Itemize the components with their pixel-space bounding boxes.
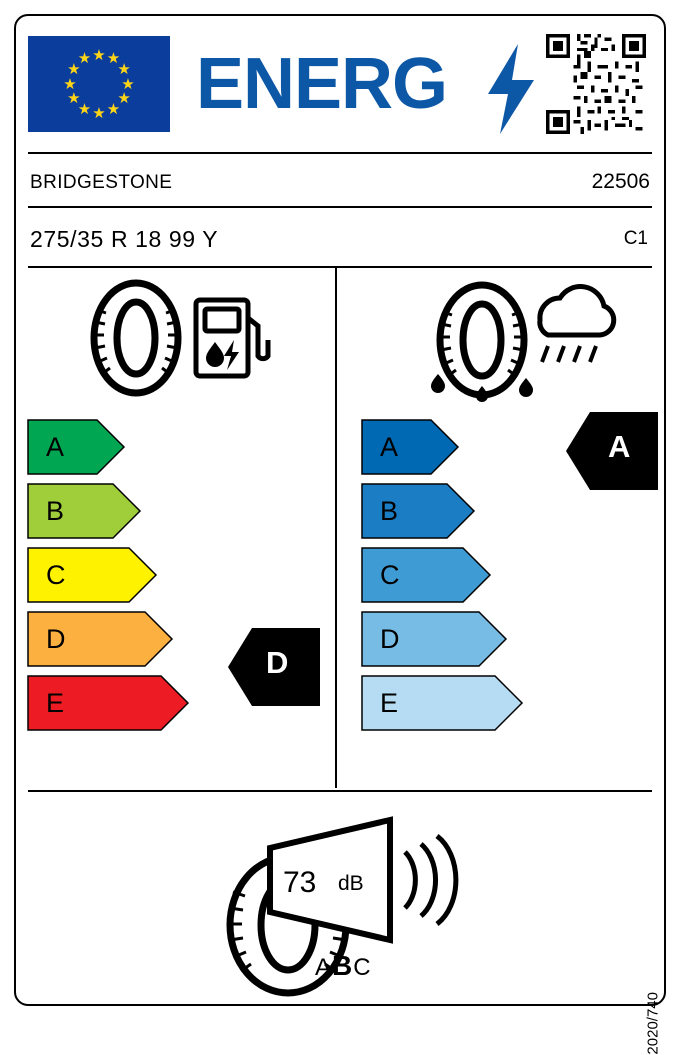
- fuel-grade-letter: C: [46, 560, 66, 590]
- eu-star: ★: [63, 75, 77, 93]
- divider-below-size: [28, 266, 652, 268]
- divider-above-noise: [28, 790, 652, 792]
- eu-star: ★: [121, 75, 135, 93]
- tyre-fuel-pump-icon: [88, 280, 268, 400]
- eu-star: ★: [77, 100, 92, 118]
- fuel-grade-letter: B: [46, 496, 65, 526]
- tyre-code: 22506: [591, 170, 650, 193]
- eu-star: ★: [117, 90, 131, 107]
- fuel-grade-letter: A: [46, 432, 65, 462]
- eu-flag-icon: [28, 36, 170, 132]
- fuel-grade-letter: D: [46, 624, 66, 654]
- eu-star: ★: [67, 90, 81, 107]
- wet-grade-letter: E: [380, 688, 399, 718]
- section-divider: [335, 268, 337, 788]
- wet-grade-letter: A: [380, 432, 399, 462]
- tyre-class: C1: [623, 228, 648, 249]
- fuel-selected-grade: [228, 628, 320, 711]
- eu-star: ★: [77, 50, 92, 68]
- noise-class-c: C: [353, 954, 372, 981]
- fuel-grade-letter: E: [46, 688, 65, 718]
- noise-class-letters: [315, 950, 372, 982]
- qr-code-icon: [546, 34, 646, 134]
- eu-star: ★: [92, 46, 106, 64]
- regulation-reference: 2020/740: [645, 992, 662, 1055]
- lightning-bolt-icon: [484, 44, 536, 134]
- tyre-size: 275/35 R 18 99 Y: [30, 226, 219, 252]
- noise-class-a: A: [315, 954, 333, 981]
- divider-mid: [28, 206, 652, 208]
- eu-star: ★: [67, 61, 81, 78]
- eu-star: ★: [106, 50, 121, 68]
- eu-star: ★: [92, 104, 106, 122]
- divider-top: [28, 152, 652, 154]
- wet-selected-grade: [566, 412, 658, 495]
- eu-star: ★: [106, 100, 121, 118]
- brand-name: BRIDGESTONE: [30, 172, 173, 193]
- wet-grade-letter: B: [380, 496, 399, 526]
- fuel-selected-letter: D: [266, 645, 289, 680]
- wet-grade-letter: D: [380, 624, 400, 654]
- noise-class-b: B: [332, 950, 354, 981]
- tyre-rain-cloud-icon: [424, 278, 614, 413]
- noise-value: 73: [283, 866, 317, 899]
- wet-selected-letter: A: [608, 429, 631, 464]
- wet-grade-letter: C: [380, 560, 400, 590]
- eu-star: ★: [117, 61, 131, 78]
- noise-unit: dB: [338, 872, 364, 895]
- page-title: ENERG: [196, 44, 448, 124]
